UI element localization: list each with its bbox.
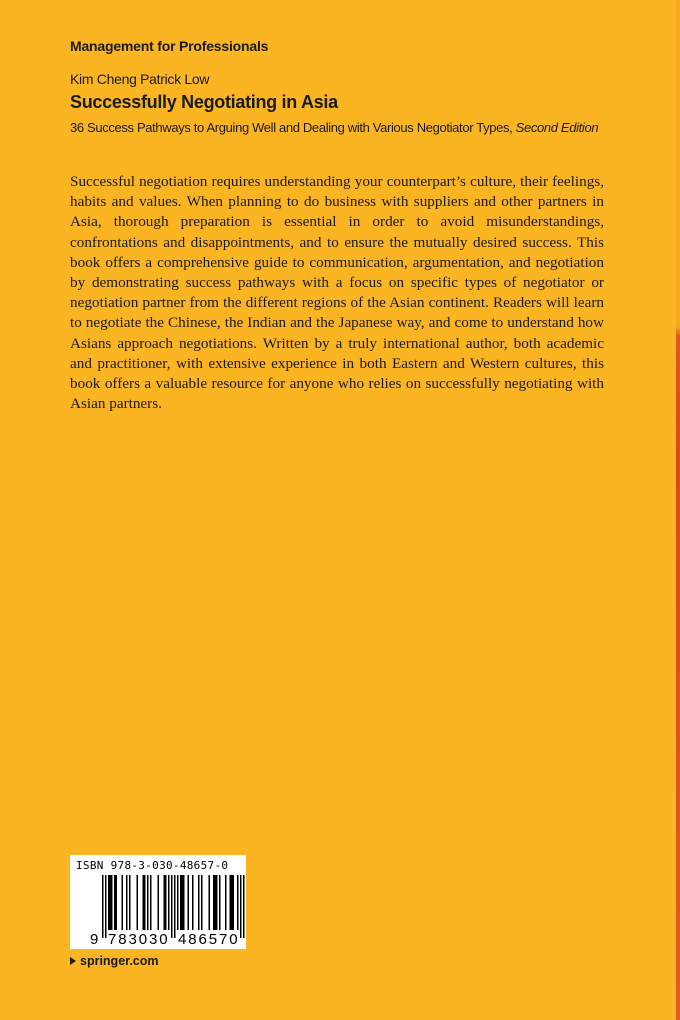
book-description: Successful negotiation requires understanding your counterpart’s culture, their feelings, habits and values. When planning to do business with suppliers and other partners in Asia, thorough preparation is essential in order to avoid misunderstandings, confrontations and disappointments, and to ensure the mutually desired success. This book offers a comprehensive guide to communication, argumentation, and negotiation by demonstrating success pathways with a focus on specific types of negotiator or negotiation partner from the different regions of the Asian continent. Readers will learn to negotiate the Chinese, the Indian and the Japanese way, and come to understand how Asians approach negotiations. Written by a truly international author, both academic and practitioner, with extensive experience in both Eastern and Western cultures, this book offers a valuable resource for anyone who relies on successfully negotiating with Asian partners. — [70, 173, 604, 413]
barcode-bar — [183, 875, 185, 930]
barcode-bar — [137, 875, 139, 930]
barcode-bar — [219, 875, 221, 930]
isbn-barcode — [70, 855, 246, 949]
barcode-bar — [230, 875, 232, 930]
barcode-bar — [164, 875, 166, 930]
spine-edge-strip — [676, 0, 680, 1020]
barcode-bar — [150, 875, 152, 930]
series-name: Management for Professionals — [70, 38, 269, 54]
barcode-bar — [126, 875, 128, 930]
author-name: Kim Cheng Patrick Low — [70, 71, 210, 87]
book-subtitle — [70, 120, 598, 135]
barcode-bar — [158, 875, 160, 930]
publisher-link[interactable] — [70, 954, 159, 968]
barcode-bar — [147, 875, 149, 930]
barcode-bar — [201, 875, 203, 930]
barcode-bar — [110, 875, 112, 930]
barcode-bar — [129, 875, 131, 930]
barcode-bar — [111, 875, 113, 930]
barcode-bar — [215, 875, 217, 930]
barcode-bar — [231, 875, 233, 930]
barcode-bar — [122, 875, 124, 930]
barcode-bar — [116, 875, 118, 930]
barcode-bar — [213, 875, 215, 930]
edition-label: Second Edition — [515, 120, 599, 135]
barcode-bar — [198, 875, 200, 930]
isbn-label: ISBN 978-3-030-48657-0 — [76, 859, 229, 872]
barcode-bar — [108, 875, 110, 930]
barcode-bar — [233, 875, 235, 930]
book-title: Successfully Negotiating in Asia — [70, 92, 338, 112]
barcode-bar — [177, 875, 179, 930]
barcode-digits-left: 783030 — [108, 931, 170, 948]
subtitle-text: 36 Success Pathways to Arguing Well and Dealing with Various Negotiator Types, — [70, 120, 513, 135]
barcode-bar — [144, 875, 146, 930]
barcode-bar — [168, 875, 170, 930]
barcode-bar — [225, 875, 227, 930]
barcode-bar — [165, 875, 167, 930]
triangle-arrow-icon — [70, 957, 76, 965]
barcode-bar — [192, 875, 194, 930]
barcode-digits-right: 486570 — [178, 931, 240, 948]
barcode-bar — [209, 875, 211, 930]
barcode-bar — [180, 875, 182, 930]
barcode-bar — [114, 875, 116, 930]
publisher-url: springer.com — [80, 954, 159, 968]
barcode-bar — [143, 875, 145, 930]
barcode-bar — [188, 875, 190, 930]
barcode-number — [70, 929, 246, 949]
barcode-bar — [182, 875, 184, 930]
barcode-bar — [237, 875, 239, 930]
barcode-digit-lead: 9 — [90, 931, 101, 948]
barcode-bar — [216, 875, 218, 930]
